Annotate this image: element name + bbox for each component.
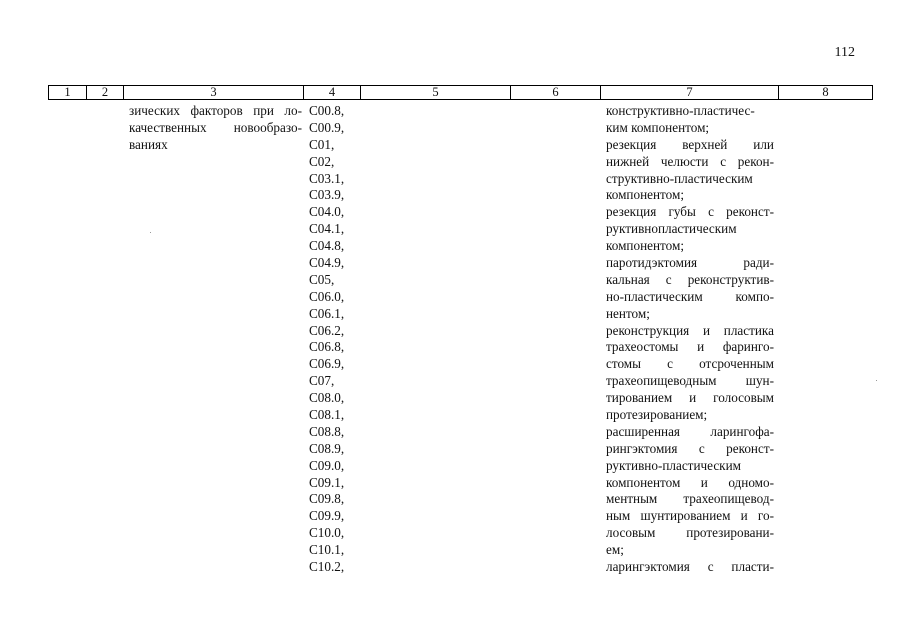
text-line: трахеопищеводным шун- <box>606 373 774 389</box>
icd-code: C10.1, <box>309 542 345 558</box>
column-7-text <box>606 103 774 576</box>
header-col-7: 7 <box>601 86 779 99</box>
text-line: ным шунтированием и го- <box>606 508 774 524</box>
text-line: паротидэктомия ради- <box>606 255 774 271</box>
table-header-row <box>48 85 873 100</box>
icd-code: C09.9, <box>309 508 345 524</box>
icd-code: C07, <box>309 373 335 389</box>
scan-speck <box>876 380 877 381</box>
icd-code: C05, <box>309 271 335 287</box>
header-col-8: 8 <box>822 85 829 99</box>
text-line: протезированием; <box>606 407 708 423</box>
icd-code: C00.9, <box>309 119 345 135</box>
text-line: структивно-пластическим <box>606 170 753 186</box>
icd-code: C10.2, <box>309 559 345 575</box>
text-line: трахеостомы и фаринго- <box>606 339 774 355</box>
icd-code: C08.1, <box>309 407 345 423</box>
text-line: реконструкция и пластика <box>606 322 774 338</box>
icd-code: C08.0, <box>309 390 345 406</box>
text-line: рингэктомия с реконст- <box>606 440 774 456</box>
header-col-2: 2 <box>87 86 124 99</box>
text-line: лосовым протезировани- <box>606 525 774 541</box>
icd-code: C01, <box>309 136 335 152</box>
text-line: стомы с отсроченным <box>606 356 774 372</box>
column-4-codes <box>309 103 364 576</box>
text-line: качественных новообразо- <box>129 119 302 135</box>
icd-code: C00.8, <box>309 103 345 118</box>
icd-code: C09.8, <box>309 491 345 507</box>
text-line: руктивно-пластическим <box>606 457 741 473</box>
icd-code: C04.9, <box>309 255 345 271</box>
icd-code: C04.0, <box>309 204 345 220</box>
icd-code: C10.0, <box>309 525 345 541</box>
text-line: ваниях <box>129 136 168 152</box>
text-line: компонентом и одномо- <box>606 474 774 490</box>
header-col-1: 1 <box>49 86 87 99</box>
icd-code: C06.2, <box>309 322 345 338</box>
text-line: зических факторов при ло- <box>129 103 302 118</box>
icd-code: C02, <box>309 153 335 169</box>
header-col-4: 4 <box>304 86 361 99</box>
icd-code: C06.1, <box>309 305 345 321</box>
icd-code: C08.9, <box>309 440 345 456</box>
text-line: компонентом; <box>606 238 684 254</box>
page-number: 112 <box>834 45 855 60</box>
text-line: резекция верхней или <box>606 136 774 152</box>
icd-code: C04.8, <box>309 238 345 254</box>
text-line: нентом; <box>606 305 650 321</box>
icd-code: C09.0, <box>309 457 345 473</box>
text-line: конструктивно-пластичес- <box>606 103 755 118</box>
icd-code: C03.1, <box>309 170 345 186</box>
text-line: кальная с реконструктив- <box>606 271 774 287</box>
scan-speck <box>150 232 151 233</box>
header-col-5: 5 <box>361 86 511 99</box>
text-line: ментным трахеопищевод- <box>606 491 774 507</box>
text-line: ларингэктомия с пласти- <box>606 559 774 575</box>
text-line: ем; <box>606 542 624 558</box>
icd-code: C06.9, <box>309 356 345 372</box>
text-line: руктивнопластическим <box>606 221 737 237</box>
header-col-3: 3 <box>124 86 304 99</box>
text-line: но-пластическим компо- <box>606 288 774 304</box>
icd-code: C08.8, <box>309 423 345 439</box>
text-line: резекция губы с реконст- <box>606 204 774 220</box>
icd-code: C06.8, <box>309 339 345 355</box>
header-col-6: 6 <box>511 86 601 99</box>
icd-code: C03.9, <box>309 187 345 203</box>
text-line: расширенная ларингофа- <box>606 423 774 439</box>
text-line: ким компонентом; <box>606 119 710 135</box>
text-line: тированием и голосовым <box>606 390 774 406</box>
icd-code: C06.0, <box>309 288 345 304</box>
text-line: компонентом; <box>606 187 684 203</box>
text-line: нижней челюсти с рекон- <box>606 153 774 169</box>
icd-code: C09.1, <box>309 474 345 490</box>
icd-code: C04.1, <box>309 221 345 237</box>
column-3-text <box>129 103 302 154</box>
